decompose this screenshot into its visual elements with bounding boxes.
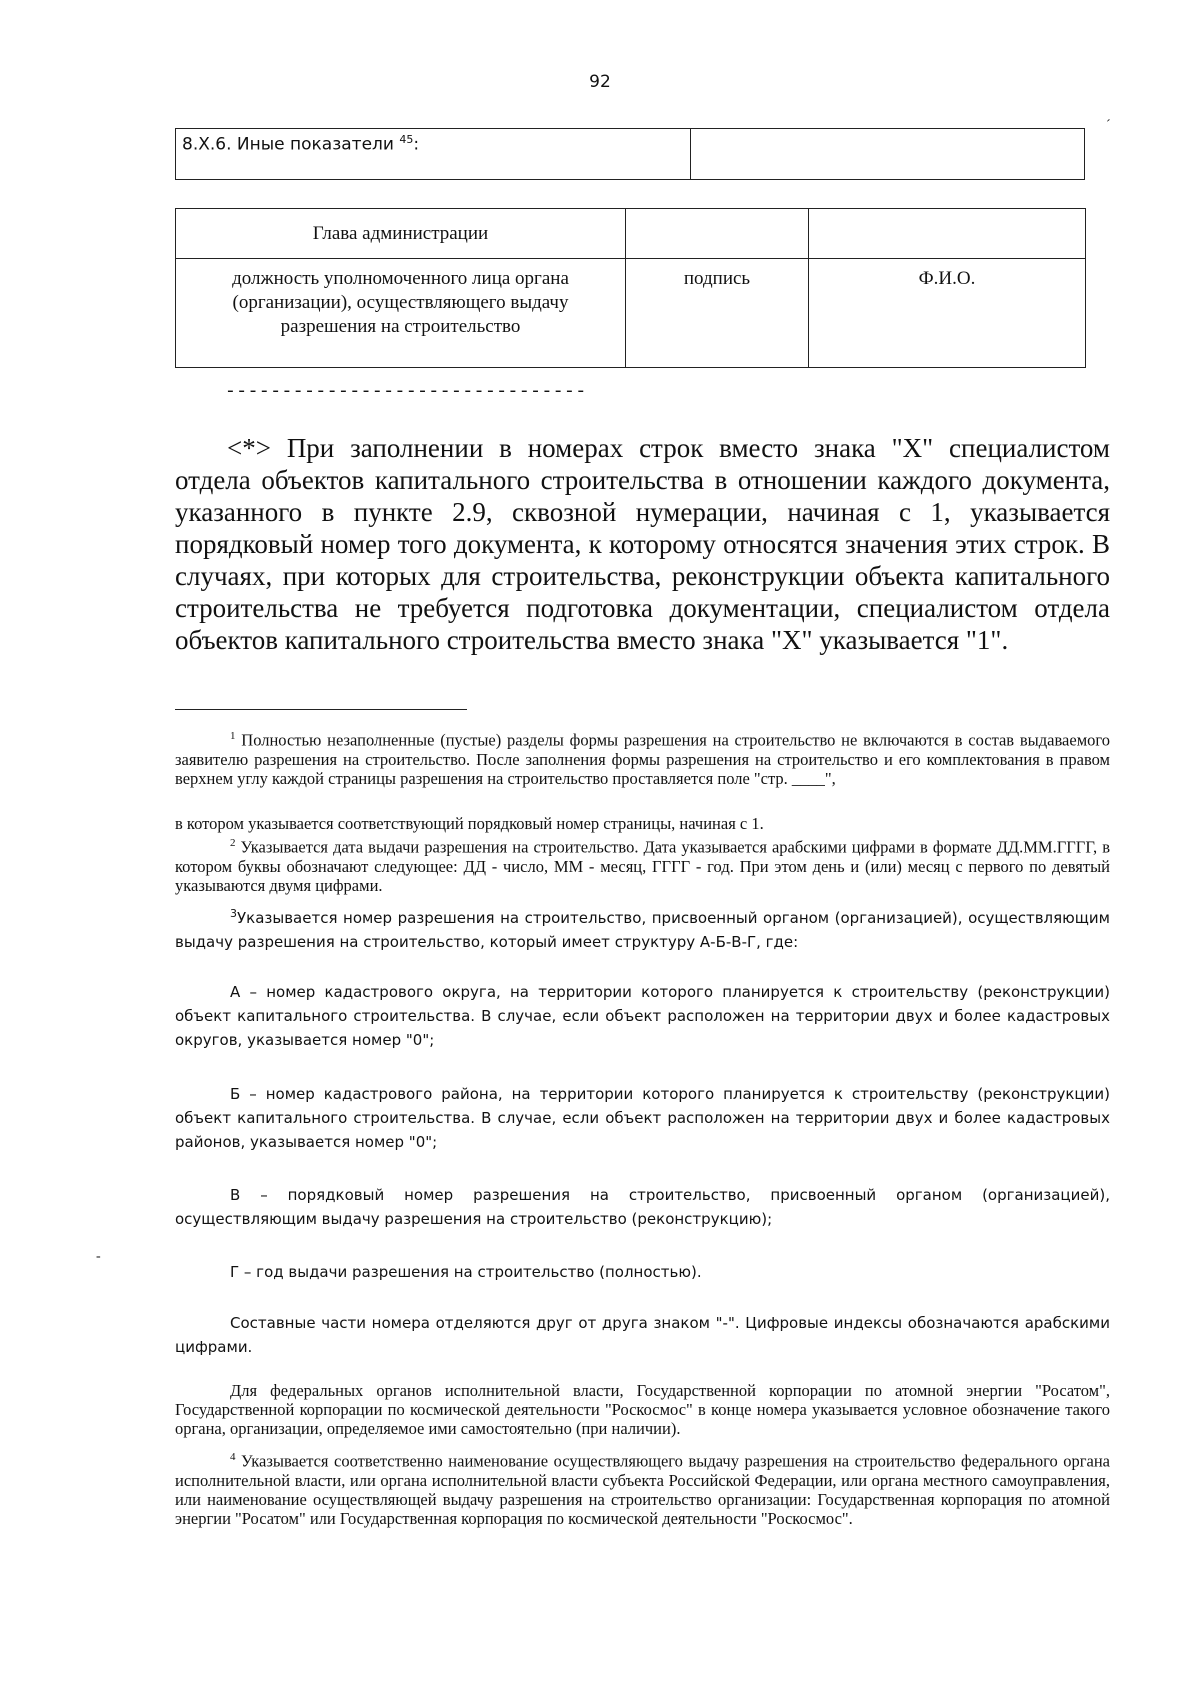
signature-value (626, 209, 809, 259)
signature-table (175, 208, 1086, 368)
footnote-3-federal: Для федеральных органов исполнительной власти, Государственной корпорации по атомной энергии "Росатом", Государственной корпорации по космической деятельности "Роскосмос" в конце номера указывается условное обозначение такого органа, организации, определяемое ими самостоятельно (при наличии). (175, 1381, 1110, 1438)
footnote-3-item-g: Г – год выдачи разрешения на строительство (полностью). (230, 1263, 702, 1281)
scan-mark: - (96, 1249, 101, 1264)
footnote-3: $^3$Указывается номер разрешения на строительство, присвоенный органом (организацией), осуществляющим выдачу разрешения на строительство, который имеет структуру А-Б-В-Г, где: (175, 907, 1110, 951)
scan-mark: ´ (1106, 118, 1111, 133)
footnote-1: $^1$ Полностью незаполненные (пустые) разделы формы разрешения на строительство не включаются в состав выдаваемого заявителю разрешения на строительство. После заполнения формы разрешения на строительство и его комплектования в правом верхнем углу каждой страницы разрешения на строительство проставляется поле "стр. ____", (175, 730, 1110, 788)
name-value (809, 209, 1086, 259)
note-paragraph: <*> При заполнении в номерах строк вместо знака "X" специалистом отдела объектов капитального строительства в отношении каждого документа, указанного в пункте 2.9, сквозной нумерации, начиная с 1, указывается порядковый номер того документа, к которому относятся значения этих строк. В случаях, при которых для строительства, реконструкции объекта капитального строительства не требуется подготовка документации, специалистом отдела объектов капитального строительства вместо знака "X" указывается "1". (175, 433, 1110, 655)
other-indicators-table (175, 128, 1085, 180)
signature-caption: подпись (626, 259, 809, 368)
position-caption: должность уполномоченного лица органа (организации), осуществляющего выдачу разрешения на строительство (176, 259, 626, 368)
footnote-ref: 45 (399, 133, 414, 146)
footnote-2: $^2$ Указывается дата выдачи разрешения на строительство. Дата указывается арабскими цифрами в формате ДД.ММ.ГГГГ, в котором буквы обозначают следующее: ДД - число, ММ - месяц, ГГГГ - год. При этом день и (или) месяц с первого по девятый указываются двумя цифрами. (175, 837, 1110, 895)
footnote-3-item-v: В – порядковый номер разрешения на строительство, присвоенный органом (организацией), осуществляющим выдачу разрешения на строительство (реконструкцию); (175, 1186, 1110, 1228)
other-indicators-label: 8.X.6. Иные показатели $^{45}$: (176, 129, 691, 179)
name-caption: Ф.И.О. (809, 259, 1086, 368)
footnote-rule (175, 709, 467, 710)
page-number: 92 (589, 72, 611, 92)
separator: -------------------------------- (225, 382, 587, 402)
footnote-3-parts: Составные части номера отделяются друг от друга знаком "-". Цифровые индексы обозначаются арабскими цифрами. (175, 1314, 1110, 1356)
other-indicators-value (691, 129, 1084, 179)
footnote-1-continued: в котором указывается соответствующий порядковый номер страницы, начиная с 1. (175, 814, 764, 833)
footnote-3-item-b: Б – номер кадастрового района, на территории которого планируется к строительству (реконструкции) объект капитального строительства. В случае, если объект расположен на территории двух и более кадастровых районов, указывается номер "0"; (175, 1085, 1110, 1151)
footnote-3-item-a: А – номер кадастрового округа, на территории которого планируется к строительству (реконструкции) объект капитального строительства. В случае, если объект расположен на территории двух и более кадастровых округов, указывается номер "0"; (175, 983, 1110, 1049)
footnote-4: $^4$ Указывается соответственно наименование осуществляющего выдачу разрешения на строительство федерального органа исполнительной власти, или органа исполнительной власти субъекта Российской Федерации, или органа местного самоуправления, или наименование осуществляющей выдачу разрешения на строительство организации: Государственная корпорация по атомной энергии "Росатом" или Государственная корпорация по космической деятельности "Роскосмос". (175, 1451, 1110, 1528)
position-value: Глава администрации (176, 209, 626, 259)
